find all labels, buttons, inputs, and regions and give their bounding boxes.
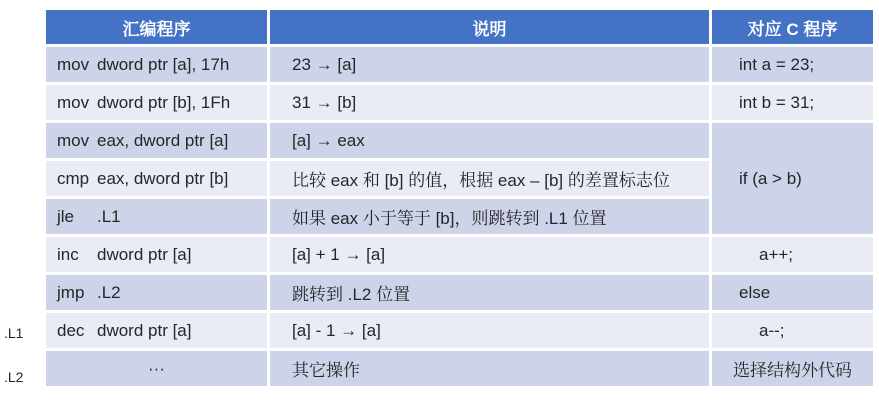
mnemonic: dec: [57, 320, 85, 340]
mnemonic: jmp: [57, 282, 85, 302]
cell-c-code: int a = 23;: [712, 47, 876, 85]
header-row: [46, 10, 876, 47]
cell-asm-cmp: [46, 161, 270, 199]
table-row: [46, 351, 876, 389]
cell-desc: 比较 eax 和 [b] 的值，根据 eax – [b] 的差置标志位: [270, 161, 712, 199]
cell-desc: 跳转到 .L2 位置: [270, 275, 712, 313]
cell-desc: [a] - 1 → [a]: [270, 313, 712, 351]
cell-desc: 31 → [b]: [270, 85, 712, 123]
operand: dword ptr [a]: [97, 244, 192, 264]
margin-label-l2: .L2: [4, 369, 24, 385]
table-row: [46, 313, 876, 351]
table-row: [46, 47, 876, 85]
mnemonic: mov: [57, 130, 90, 150]
mnemonic: inc: [57, 244, 79, 264]
cell-c-code: a++;: [712, 237, 876, 275]
operand: dword ptr [a], 17h: [97, 54, 230, 74]
operand: eax, dword ptr [a]: [97, 130, 229, 150]
cell-desc: 其它操作: [270, 351, 712, 389]
cell-c-code: int b = 31;: [712, 85, 876, 123]
cell-asm-inc: [46, 237, 270, 275]
mnemonic: jle: [57, 206, 75, 226]
cell-c-code-if-merged: if (a > b): [712, 123, 876, 237]
assembly-c-comparison-table: [46, 10, 876, 389]
margin-label-l1: .L1: [4, 325, 24, 341]
cell-asm-mov-eax: [46, 123, 270, 161]
cell-desc: [a] → eax: [270, 123, 712, 161]
cell-desc: 23 → [a]: [270, 47, 712, 85]
operand: dword ptr [a]: [97, 320, 192, 340]
cell-c-code: a--;: [712, 313, 876, 351]
table-row: [46, 275, 876, 313]
col-header-description: 说明: [270, 10, 712, 47]
operand: .L2: [97, 282, 121, 302]
cell-asm-jmp: [46, 275, 270, 313]
col-header-assembly: 汇编程序: [46, 10, 270, 47]
mnemonic: cmp: [57, 168, 90, 188]
cell-desc: [a] + 1 → [a]: [270, 237, 712, 275]
operand: .L1: [97, 206, 121, 226]
cell-asm-ellipsis: ···: [46, 351, 270, 389]
table-row: [46, 237, 876, 275]
cell-c-code: 选择结构外代码: [712, 351, 876, 389]
cell-asm-dec: [46, 313, 270, 351]
cell-c-code: else: [712, 275, 876, 313]
cell-asm-jle: [46, 199, 270, 237]
operand: dword ptr [b], 1Fh: [97, 92, 231, 112]
table-row: [46, 123, 876, 161]
cell-asm-mov-b: [46, 85, 270, 123]
table-row: [46, 85, 876, 123]
cell-asm-mov-a: [46, 47, 270, 85]
col-header-c-program: 对应 C 程序: [712, 10, 876, 47]
operand: eax, dword ptr [b]: [97, 168, 229, 188]
cell-desc: 如果 eax 小于等于 [b]，则跳转到 .L1 位置: [270, 199, 712, 237]
mnemonic: mov: [57, 54, 90, 74]
mnemonic: mov: [57, 92, 90, 112]
